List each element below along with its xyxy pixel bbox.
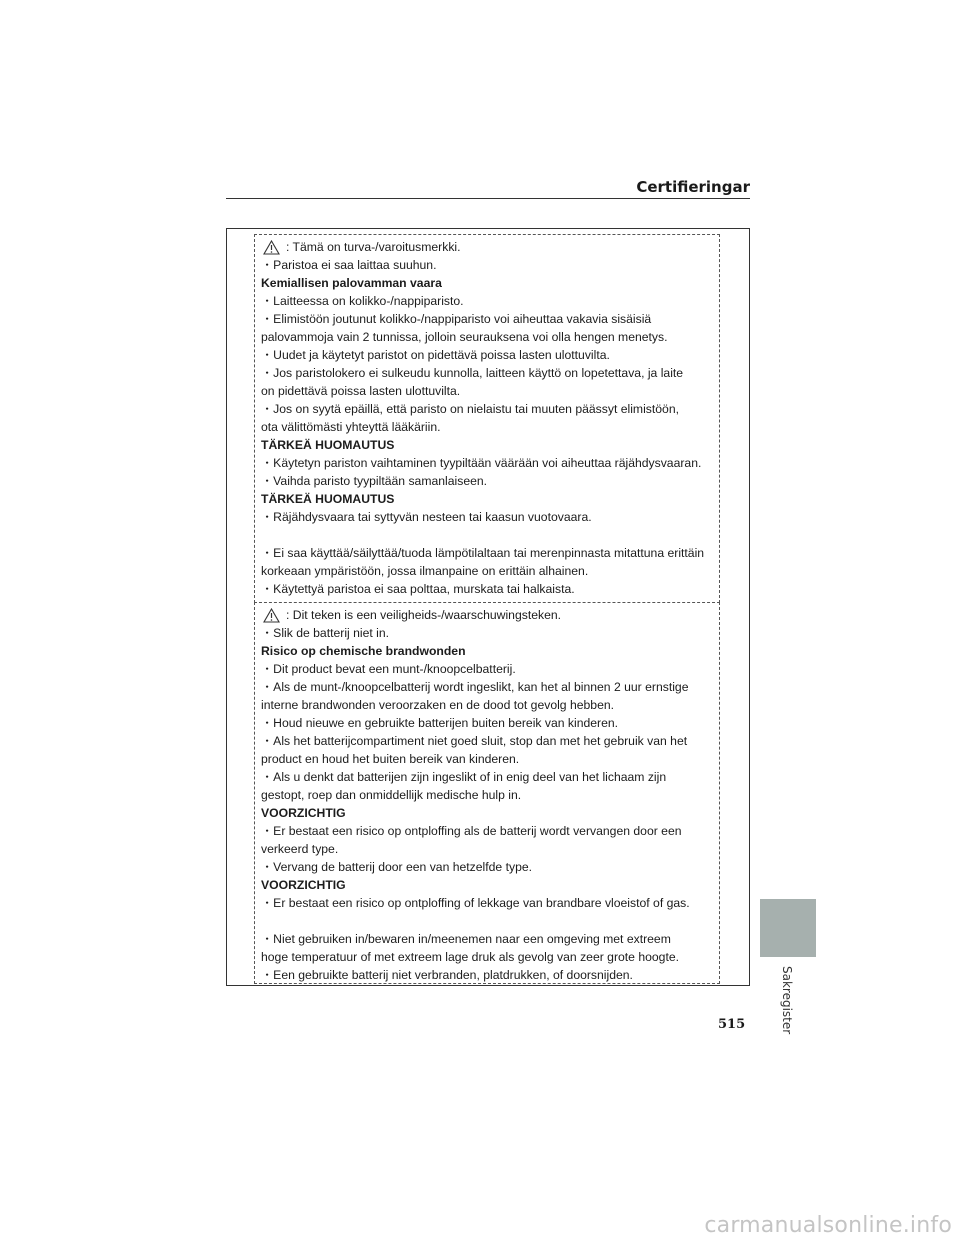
- text-line: ・Er bestaat een risico op ontploffing als de batterij wordt vervangen door een: [261, 824, 682, 838]
- text-line: ・Paristoa ei saa laittaa suuhun.: [261, 258, 437, 272]
- text-line: gestopt, roep dan onmiddellijk medische hulp in.: [261, 788, 522, 802]
- text-line: ota välittömästi yhteyttä lääkäriin.: [261, 420, 441, 434]
- text-line: hoge temperatuur of met extreem lage druk als gevolg van zeer grote hoogte.: [261, 950, 680, 964]
- text-line: [261, 912, 719, 930]
- text-line: ・Käytettyä paristoa ei saa polttaa, murskata tai halkaista.: [261, 582, 575, 596]
- text-line: korkeaan ympäristöön, jossa ilmanpaine on erittäin alhainen.: [261, 564, 589, 578]
- finnish-warning-row: [261, 238, 719, 256]
- text-line: verkeerd type.: [261, 842, 339, 856]
- dutch-warning-row: [261, 606, 719, 624]
- watermark-text: carmanualsonline.info: [704, 1213, 952, 1238]
- text-line: ・Laitteessa on kolikko-/nappiparisto.: [261, 294, 464, 308]
- warning-triangle-icon: [263, 608, 280, 623]
- text-line: interne brandwonden veroorzaken en de dood tot gevolg hebben.: [261, 698, 615, 712]
- text-line: ・Jos on syytä epäillä, että paristo on nielaistu tai muuten päässyt elimistöön,: [261, 402, 679, 416]
- text-line: ・Jos paristolokero ei sulkeudu kunnolla, laitteen käyttö on lopetettava, ja laite: [261, 366, 684, 380]
- text-line: [261, 526, 719, 544]
- section-heading: VOORZICHTIG: [261, 806, 346, 820]
- dutch-warning-section: [254, 602, 720, 984]
- text-line: ・Uudet ja käytetyt paristot on pidettävä poissa lasten ulottuvilta.: [261, 348, 610, 362]
- text-line: ・Slik de batterij niet in.: [261, 626, 390, 640]
- text-line: product en houd het buiten bereik van kinderen.: [261, 752, 520, 766]
- text-line: palovammoja vain 2 tunnissa, jolloin seurauksena voi olla hengen menetys.: [261, 330, 668, 344]
- dutch-text-lines: [261, 624, 719, 984]
- finnish-warning-section: [254, 234, 720, 603]
- section-heading: VOORZICHTIG: [261, 878, 346, 892]
- section-heading: Kemiallisen palovamman vaara: [261, 276, 442, 290]
- text-line: ・Ei saa käyttää/säilyttää/tuoda lämpötilaltaan tai merenpinnasta mitattuna erittäin: [261, 546, 705, 560]
- index-side-label: Sakregister: [780, 966, 794, 1035]
- text-line: ・Een gebruikte batterij niet verbranden, platdrukken, of doorsnijden.: [261, 968, 633, 982]
- text-line: ・Vaihda paristo tyypiltään samanlaiseen.: [261, 474, 488, 488]
- section-heading: TÄRKEÄ HUOMAUTUS: [261, 438, 395, 452]
- page-number: 515: [718, 1017, 746, 1032]
- section-heading: TÄRKEÄ HUOMAUTUS: [261, 492, 395, 506]
- text-line: ・Als u denkt dat batterijen zijn ingeslikt of in enig deel van het lichaam zijn: [261, 770, 667, 784]
- page-header-title: Certifieringar: [636, 178, 750, 196]
- text-line: on pidettävä poissa lasten ulottuvilta.: [261, 384, 461, 398]
- text-line: ・Räjähdysvaara tai syttyvän nesteen tai kaasun vuotovaara.: [261, 510, 592, 524]
- text-line: ・Vervang de batterij door een van hetzelfde type.: [261, 860, 533, 874]
- header-divider: [226, 198, 750, 199]
- dutch-warning-label: : Dit teken is een veiligheids-/waarschuwingsteken.: [286, 608, 562, 622]
- section-heading: Risico op chemische brandwonden: [261, 644, 466, 658]
- text-line: ・Als de munt-/knoopcelbatterij wordt ingeslikt, kan het al binnen 2 uur ernstige: [261, 680, 689, 694]
- text-line: ・Niet gebruiken in/bewaren in/meenemen naar een omgeving met extreem: [261, 932, 671, 946]
- text-line: ・Houd nieuwe en gebruikte batterijen buiten bereik van kinderen.: [261, 716, 619, 730]
- text-line: ・Er bestaat een risico op ontploffing of lekkage van brandbare vloeistof of gas.: [261, 896, 690, 910]
- text-line: ・Dit product bevat een munt-/knoopcelbatterij.: [261, 662, 516, 676]
- warning-triangle-icon: [263, 240, 280, 255]
- index-side-tab[interactable]: [760, 899, 816, 957]
- text-line: ・Als het batterijcompartiment niet goed sluit, stop dan met het gebruik van het: [261, 734, 688, 748]
- text-line: ・Elimistöön joutunut kolikko-/nappiparisto voi aiheuttaa vakavia sisäisiä: [261, 312, 652, 326]
- finnish-text-lines: [261, 256, 719, 598]
- finnish-warning-label: : Tämä on turva-/varoitusmerkki.: [286, 240, 461, 254]
- text-line: ・Käytetyn pariston vaihtaminen tyypiltään väärään voi aiheuttaa räjähdysvaaran.: [261, 456, 702, 470]
